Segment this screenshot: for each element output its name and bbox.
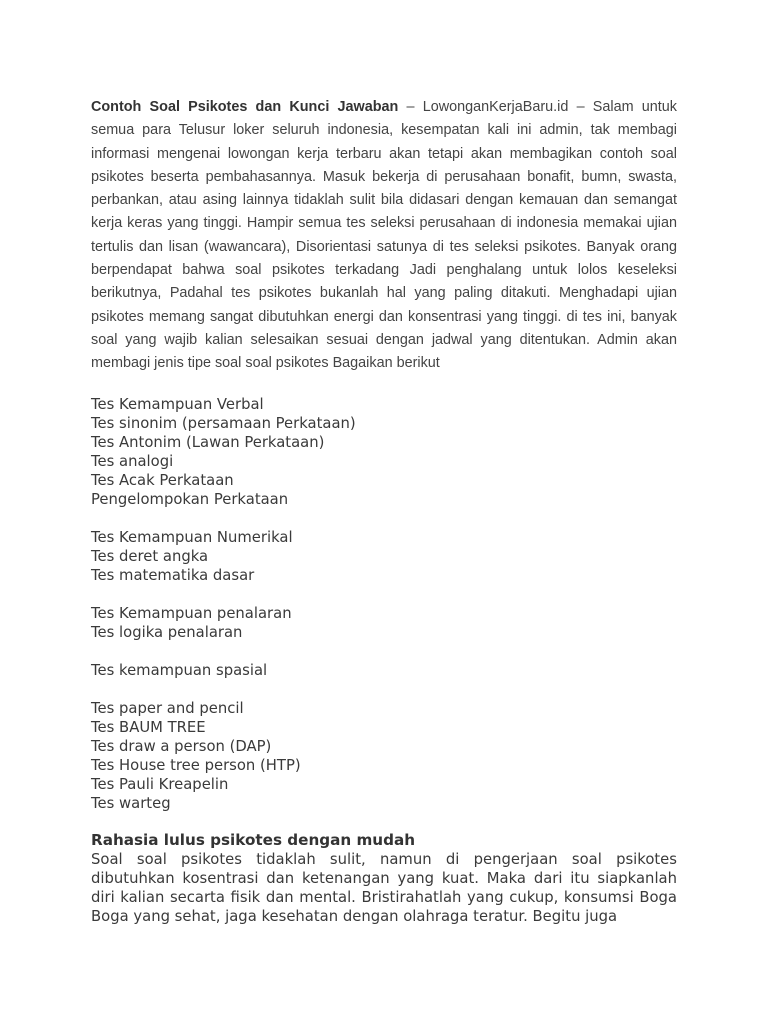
- list-item: Tes Acak Perkataan: [91, 471, 234, 489]
- list-item: Tes Kemampuan Numerikal: [91, 528, 293, 546]
- spatial-test-list: [91, 661, 677, 680]
- numerical-test-list: [91, 528, 677, 585]
- list-item: Tes Kemampuan Verbal: [91, 395, 264, 413]
- document-page: [91, 96, 677, 926]
- list-item: Tes House tree person (HTP): [91, 756, 301, 774]
- list-item: Tes warteg: [91, 794, 171, 812]
- list-item: Tes Pauli Kreapelin: [91, 775, 229, 793]
- list-item: Tes draw a person (DAP): [91, 737, 272, 755]
- intro-paragraph: [91, 96, 677, 376]
- list-item: Tes matematika dasar: [91, 566, 255, 584]
- list-item: Tes sinonim (persamaan Perkataan): [91, 414, 356, 432]
- list-item: Pengelompokan Perkataan: [91, 490, 289, 508]
- intro-text: – LowonganKerjaBaru.id – Salam untuk semua para Telusur loker seluruh indonesia, kesempatan kali ini admin, tak membagi informasi mengenai lowongan kerja terbaru akan tetapi akan membagikan contoh soal psikotes beserta pembahasannya. Masuk bekerja di perusahaan bonafit, bumn, swasta, perbankan, atau asing lainnya tidaklah sulit bila didasari dengan kemauan dan semangat kerja keras yang tinggi. Hampir semua tes seleksi perusahaan di indonesia memakai ujian tertulis dan lisan (wawancara), Disorientasi satunya di tes seleksi psikotes. Banyak orang berpendapat bahwa soal psikotes terkadang Jadi penghalang untuk lolos keseleksi berikutnya, Padahal tes psikotes bukanlah hal yang paling ditakuti. Menghadapi ujian psikotes memang sangat dibutuhkan energi dan konsentrasi yang tinggi. di tes ini, banyak soal yang wajib kalian selesaikan sesuai dengan jadwal yang ditentukan. Admin akan membagi jenis tipe soal soal psikotes Bagaikan berikut: [91, 99, 677, 372]
- list-item: Tes Antonim (Lawan Perkataan): [91, 433, 325, 451]
- list-item: Tes deret angka: [91, 547, 209, 565]
- list-item: Tes Kemampuan penalaran: [91, 604, 292, 622]
- section-paragraph: Soal soal psikotes tidaklah sulit, namun di pengerjaan soal psikotes dibutuhkan kosentrasi dan ketenangan yang kuat. Maka dari itu siapkanlah diri kalian secarta fisik dan mental. Bristirahatlah yang cukup, konsumsi Boga Boga yang sehat, jaga kesehatan dengan olahraga teratur. Begitu juga: [91, 850, 677, 925]
- section-heading: Rahasia lulus psikotes dengan mudah: [91, 830, 416, 849]
- list-item: Tes BAUM TREE: [91, 718, 206, 736]
- list-item: Tes logika penalaran: [91, 623, 243, 641]
- list-item: Tes kemampuan spasial: [91, 661, 268, 679]
- verbal-test-list: [91, 395, 677, 509]
- personality-test-list: [91, 699, 677, 813]
- reasoning-test-list: [91, 604, 677, 642]
- list-item: Tes analogi: [91, 452, 174, 470]
- article-title: Contoh Soal Psikotes dan Kunci Jawaban: [91, 99, 399, 115]
- list-item: Tes paper and pencil: [91, 699, 244, 717]
